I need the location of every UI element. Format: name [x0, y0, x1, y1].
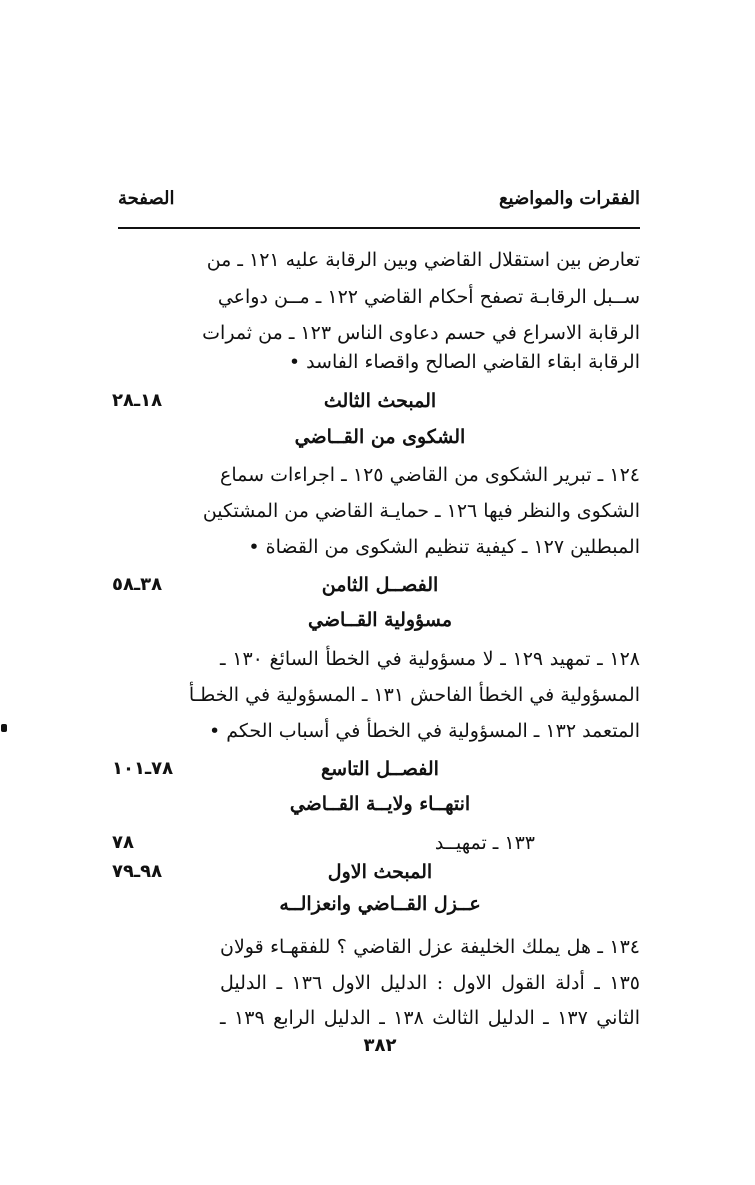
section-heading: المبحث الاول: [327, 861, 433, 883]
page-reference-text: ٨١ـ٨٢: [112, 390, 163, 411]
page-reference-text: ٨٩ـ٩٧: [112, 861, 163, 882]
topics-column-label: الفقرات والمواضيع: [498, 188, 640, 209]
page-number: ٣٨٢: [363, 1035, 397, 1056]
contents-line: الرقابة ابقاء القاضي الصالح واقصاء الفاسد •: [288, 351, 640, 373]
page-column-label: الصفحة: [118, 188, 175, 209]
contents-line: ١٢٨ ـ تمهيد ١٢٩ ـ لا مسؤولية في الخطأ السائغ ١٣٠ ـ: [220, 648, 641, 670]
contents-item: ١٣٣ ـ تمهيــد: [434, 832, 535, 854]
contents-line: تعارض بين استقلال القاضي وبين الرقابة عليه ١٢١ ـ من: [206, 249, 640, 271]
contents-line: الرقابة الاسراع في حسم دعاوى الناس ١٢٣ ـ من ثمرات: [202, 322, 640, 344]
section-heading: الفصــل التاسع: [321, 758, 439, 780]
contents-line: ١٣٤ ـ هل يملك الخليفة عزل القاضي ؟ للفقهـاء قولان: [220, 936, 640, 958]
section-heading: الفصــل الثامن: [321, 574, 439, 596]
section-subheading: مسؤولية القــاضي: [307, 609, 452, 631]
contents-line: ســبل الرقابـة تصفح أحكام القاضي ١٢٢ ـ مــن دواعي: [217, 286, 640, 308]
margin-mark: [1, 724, 7, 732]
header-divider: [118, 227, 640, 229]
contents-line: المبطلين ١٢٧ ـ كيفية تنظيم الشكوى من القضاة •: [248, 536, 640, 558]
table-header: [118, 188, 640, 218]
contents-line: المتعمد ١٣٢ ـ المسؤولية في الخطأ في أسباب الحكم •: [209, 720, 640, 742]
section-subheading: عــزل القــاضي وانعزالــه: [279, 893, 481, 915]
contents-line: الثاني ١٣٧ ـ الدليل الثالث ١٣٨ ـ الدليل الرابع ١٣٩ ـ: [220, 1007, 640, 1029]
page-reference-text: ٨٧: [112, 832, 134, 853]
page-reference-text: ٨٧ـ١٠١: [112, 758, 174, 779]
section-heading: المبحث الثالث: [323, 390, 437, 412]
contents-line: الشكوى والنظر فيها ١٢٦ ـ حمايـة القاضي من المشتكين: [202, 500, 640, 522]
page-reference: [112, 384, 202, 418]
page-reference: [112, 752, 202, 786]
page-reference: [112, 568, 202, 602]
page-reference-text: ٨٣ـ٨٥: [112, 574, 163, 595]
contents-line: المسؤولية في الخطأ الفاحش ١٣١ ـ المسؤولية في الخطـأ: [188, 684, 640, 706]
section-subheading: الشكوى من القــاضي: [294, 426, 466, 448]
page-reference: [112, 855, 202, 889]
section-subheading: انتهــاء ولايــة القــاضي: [289, 793, 471, 815]
contents-line: ١٣٥ ـ أدلة القول الاول : الدليل الاول ١٣٦ ـ الدليل: [220, 972, 640, 994]
contents-line: ١٢٤ ـ تبرير الشكوى من القاضي ١٢٥ ـ اجراءات سماع: [220, 464, 641, 486]
